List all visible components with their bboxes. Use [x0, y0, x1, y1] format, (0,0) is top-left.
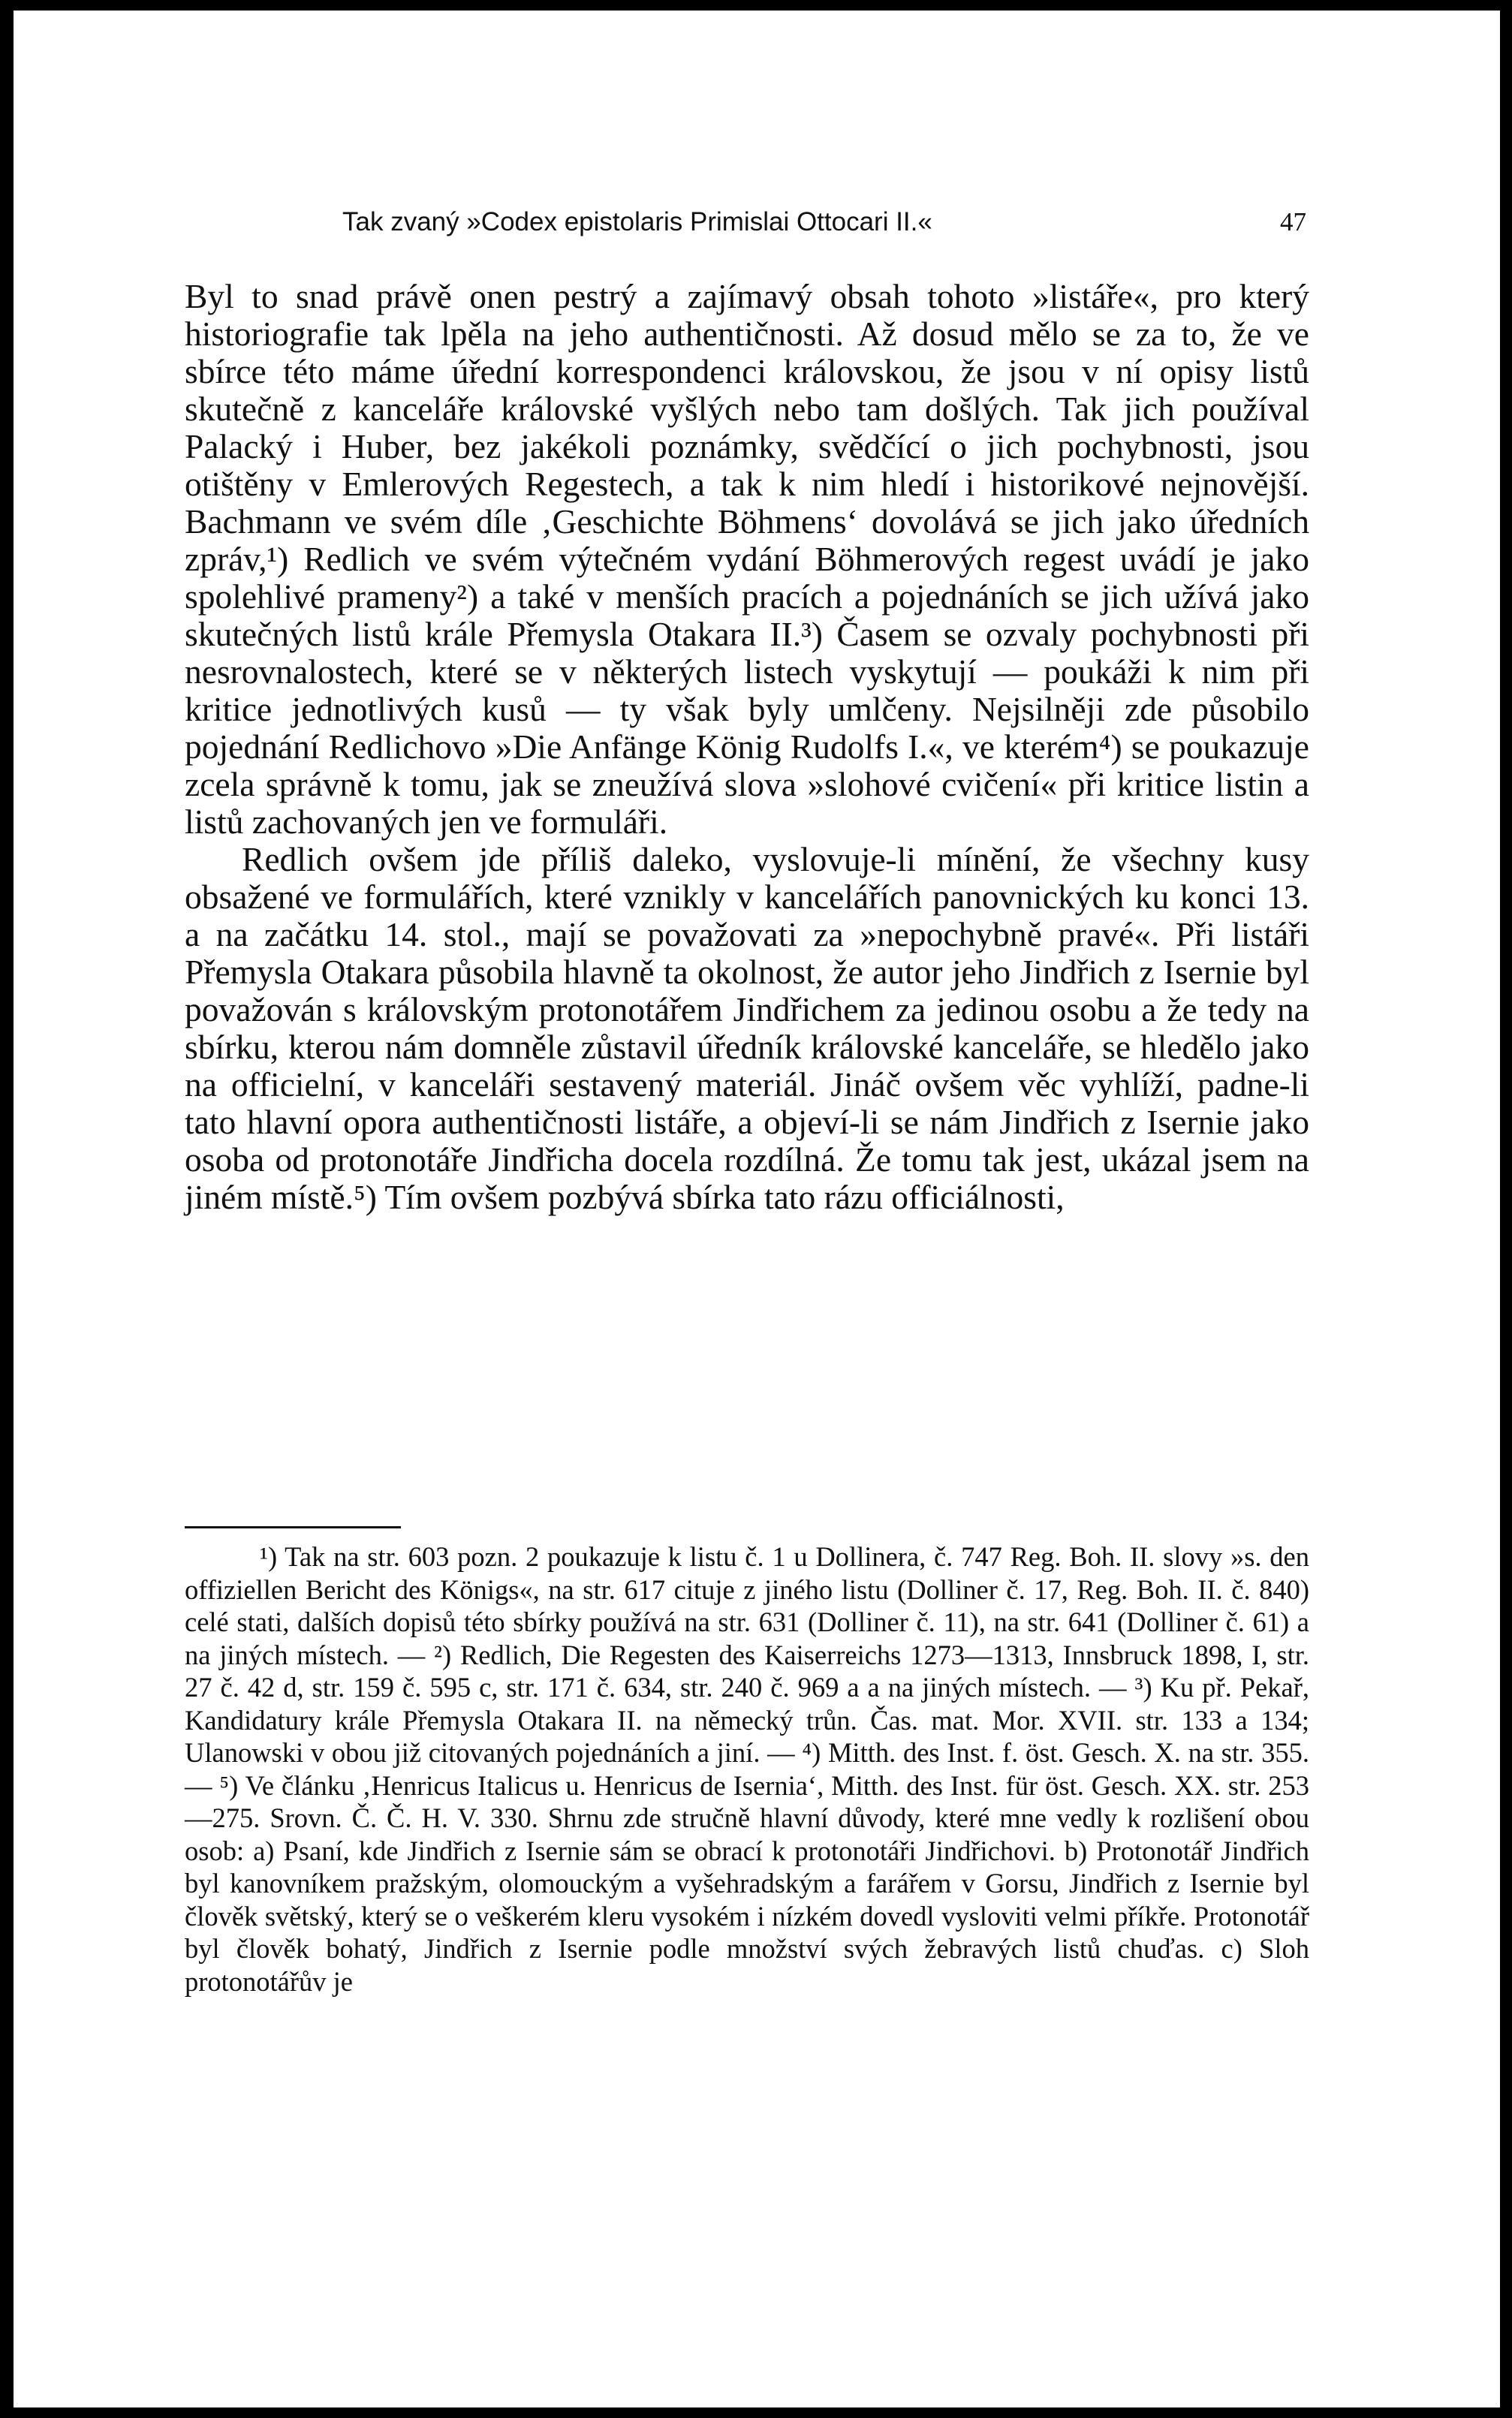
scan-edge-bottom [0, 2407, 1512, 2418]
scan-edge-right [1500, 0, 1512, 2418]
scan-edge-top [0, 0, 1512, 11]
main-text [185, 278, 1309, 1216]
footnotes [185, 1540, 1309, 1998]
footnote-divider [185, 1526, 401, 1528]
footnote-text: ¹) Tak na str. 603 pozn. 2 poukazuje k listu č. 1 u Dollinera, č. 747 Reg. Boh. II. slovy »s. den offiziellen Bericht des Königs«, na str. 617 cituje z jiného listu (Dolliner č. 17, Reg. Boh. II. č. 840) celé stati, dalších dopisů této sbírky používá na str. 631 (Dolliner č. 11), na str. 641 (Dolliner č. 61) a na jiných místech. — ²) Redlich, Die Regesten des Kaiserreichs 1273—1313, Innsbruck 1898, I, str. 27 č. 42 d, str. 159 č. 595 c, str. 171 č. 634, str. 240 č. 969 a a na jiných místech. — ³) Ku př. Pekař, Kandidatury krále Přemysla Otakara II. na německý trůn. Čas. mat. Mor. XVII. str. 133 a 134; Ulanowski v obou již citovaných pojednáních a jiní. — ⁴) Mitth. des Inst. f. öst. Gesch. X. na str. 355. — ⁵) Ve článku ‚Henricus Italicus u. Henricus de Isernia‘, Mitth. des Inst. für öst. Gesch. XX. str. 253—275. Srovn. Č. Č. H. V. 330. Shrnu zde stručně hlavní důvody, které mne vedly k rozlišení obou osob: a) Psaní, kde Jindřich z Isernie sám se obrací k protonotáři Jindřichovi. b) Protonotář Jindřich byl kanovníkem pražským, olomouckým a vyšehradským a farářem v Gorsu, Jindřich z Isernie byl člověk světský, který se o veškerém kleru vysokém i nízkém dovedl vysloviti velmi příkře. Protonotář byl člověk bohatý, Jindřich z Isernie podle množství svých žebravých listů chuďas. c) Sloh protonotářův je [185, 1541, 1309, 1997]
page-number: 47 [1280, 207, 1306, 236]
paragraph: Redlich ovšem jde příliš daleko, vyslovuje-li mínění, že všechny kusy obsažené ve formulářích, které vznikly v kancelářích panovnických ku konci 13. a na začátku 14. stol., mají se považovati za »nepochybně pravé«. Při listáři Přemysla Otakara působila hlavně ta okolnost, že autor jeho Jindřich z Isernie byl považován s královským protonotářem Jindřichem za jedinou osobu a že tedy na sbírku, kterou nám domněle zůstavil úředník královské kanceláře, se hledělo jako na officielní, v kanceláři sestavený materiál. Jináč ovšem věc vyhlíží, padne-li tato hlavní opora authentičnosti listáře, a objeví-li se nám Jindřich z Isernie jako osoba od protonotáře Jindřicha docela rozdílná. Že tomu tak jest, ukázal jsem na jiném místě.⁵) Tím ovšem pozbývá sbírka tato rázu officiálnosti, [185, 840, 1309, 1216]
running-header: Tak zvaný »Codex epistolaris Primislai Ottocari II.« [342, 207, 932, 236]
scan-edge-left [0, 0, 14, 2418]
paragraph: Byl to snad právě onen pestrý a zajímavý obsah tohoto »listáře«, pro který historiografie tak lpěla na jeho authentičnosti. Až dosud mělo se za to, že ve sbírce této máme úřední korrespondenci královskou, že jsou v ní opisy listů skutečně z kanceláře královské vyšlých nebo tam došlých. Tak jich používal Palacký i Huber, bez jakékoli poznámky, svědčící o jich pochybnosti, jsou otištěny v Emlerových Regestech, a tak k nim hledí i historikové nejnovější. Bachmann ve svém díle ‚Geschichte Böhmens‘ dovolává se jich jako úředních zpráv,¹) Redlich ve svém výtečném vydání Böhmerových regest uvádí je jako spolehlivé prameny²) a také v menších pracích a pojednáních se jich užívá jako skutečných listů krále Přemysla Otakara II.³) Časem se ozvaly pochybnosti při nesrovnalostech, které se v některých listech vyskytují — poukáži k nim při kritice jednotlivých kusů — ty však byly umlčeny. Nejsilněji zde působilo pojednání Redlichovo »Die Anfänge König Rudolfs I.«, ve kterém⁴) se poukazuje zcela správně k tomu, jak se zneužívá slova »slohové cvičení« při kritice listin a listů zachovaných jen ve formuláři. [185, 277, 1309, 841]
